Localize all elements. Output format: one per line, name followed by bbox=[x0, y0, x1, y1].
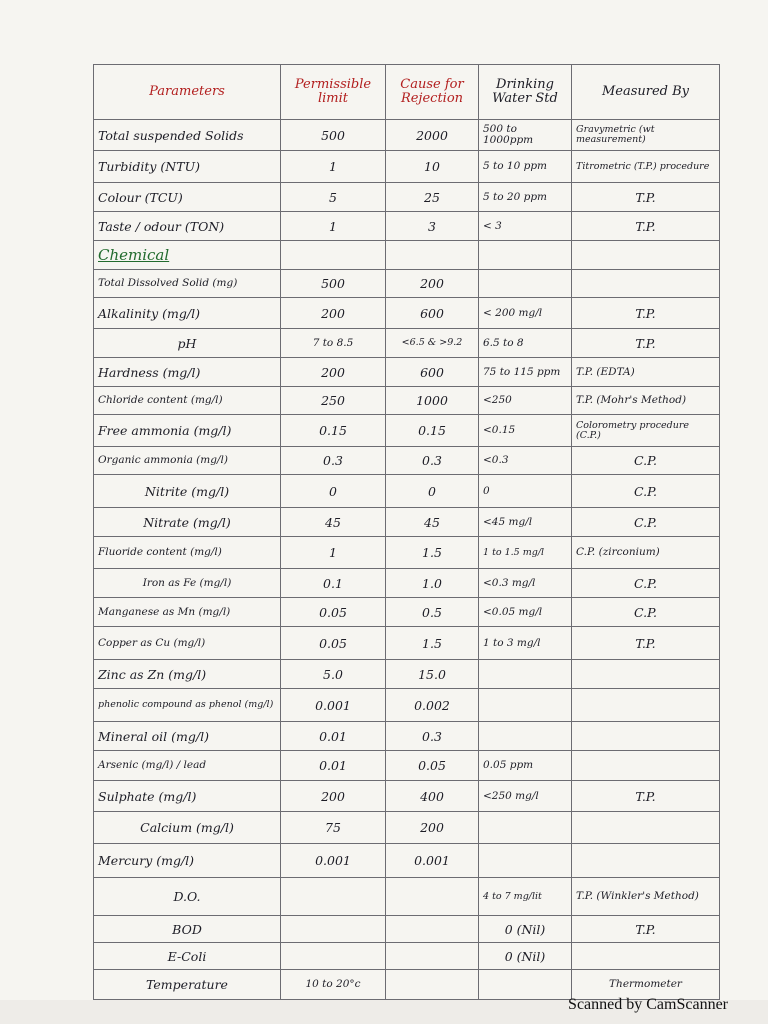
param-cell: pH bbox=[94, 329, 281, 358]
rejection-cell: 1.0 bbox=[386, 569, 479, 598]
permissible-cell: 500 bbox=[281, 270, 386, 298]
drinking-std-cell bbox=[479, 844, 572, 878]
permissible-cell: 0.1 bbox=[281, 569, 386, 598]
table-row bbox=[94, 120, 720, 151]
permissible-cell: 0.15 bbox=[281, 415, 386, 447]
drinking-std-cell: <45 mg/l bbox=[479, 508, 572, 537]
param-cell: Hardness (mg/l) bbox=[94, 358, 281, 387]
permissible-cell: 75 bbox=[281, 812, 386, 844]
measured-cell: C.P. bbox=[572, 447, 720, 475]
table-row bbox=[94, 970, 720, 1000]
rejection-cell bbox=[386, 916, 479, 943]
rejection-cell: 0.15 bbox=[386, 415, 479, 447]
param-cell: Manganese as Mn (mg/l) bbox=[94, 598, 281, 627]
param-cell: Total Dissolved Solid (mg) bbox=[94, 270, 281, 298]
rejection-cell: 0.001 bbox=[386, 844, 479, 878]
rejection-cell: 1.5 bbox=[386, 627, 479, 660]
param-cell: Free ammonia (mg/l) bbox=[94, 415, 281, 447]
drinking-std-cell: 4 to 7 mg/lit bbox=[479, 878, 572, 916]
measured-cell: T.P. bbox=[572, 627, 720, 660]
table-row bbox=[94, 660, 720, 689]
rejection-cell: 10 bbox=[386, 151, 479, 183]
rejection-cell: 0.3 bbox=[386, 447, 479, 475]
permissible-cell: 0.01 bbox=[281, 722, 386, 751]
drinking-std-cell: 1 to 3 mg/l bbox=[479, 627, 572, 660]
table-row bbox=[94, 916, 720, 943]
param-cell: Temperature bbox=[94, 970, 281, 1000]
measured-cell: C.P. bbox=[572, 569, 720, 598]
permissible-cell: 0 bbox=[281, 475, 386, 508]
param-cell: Nitrite (mg/l) bbox=[94, 475, 281, 508]
table-row bbox=[94, 878, 720, 916]
drinking-std-cell: <0.15 bbox=[479, 415, 572, 447]
table-row bbox=[94, 751, 720, 781]
header-permissible-limit: Permissible limit bbox=[281, 65, 386, 120]
rejection-cell: 0.3 bbox=[386, 722, 479, 751]
drinking-std-cell: 0 (Nil) bbox=[479, 943, 572, 970]
measured-cell: C.P. bbox=[572, 598, 720, 627]
measured-cell bbox=[572, 689, 720, 722]
permissible-cell: 0.001 bbox=[281, 844, 386, 878]
measured-cell bbox=[572, 844, 720, 878]
param-cell: D.O. bbox=[94, 878, 281, 916]
measured-cell: C.P. bbox=[572, 508, 720, 537]
param-cell: BOD bbox=[94, 916, 281, 943]
rejection-cell: 0.05 bbox=[386, 751, 479, 781]
param-cell: Fluoride content (mg/l) bbox=[94, 537, 281, 569]
param-cell: Calcium (mg/l) bbox=[94, 812, 281, 844]
drinking-std-cell bbox=[479, 970, 572, 1000]
param-cell: Chloride content (mg/l) bbox=[94, 387, 281, 415]
drinking-std-cell: 0 bbox=[479, 475, 572, 508]
permissible-cell bbox=[281, 878, 386, 916]
measured-cell bbox=[572, 943, 720, 970]
measured-cell bbox=[572, 751, 720, 781]
drinking-std-cell: <0.05 mg/l bbox=[479, 598, 572, 627]
rejection-cell: 0.5 bbox=[386, 598, 479, 627]
drinking-std-cell bbox=[479, 812, 572, 844]
permissible-cell: 5 bbox=[281, 183, 386, 212]
param-cell: Zinc as Zn (mg/l) bbox=[94, 660, 281, 689]
permissible-cell: 500 bbox=[281, 120, 386, 151]
table-row bbox=[94, 475, 720, 508]
rejection-cell: 600 bbox=[386, 358, 479, 387]
water-quality-table bbox=[93, 64, 720, 1000]
table-row bbox=[94, 151, 720, 183]
table-row bbox=[94, 812, 720, 844]
measured-cell: T.P. bbox=[572, 781, 720, 812]
permissible-cell: 10 to 20°c bbox=[281, 970, 386, 1000]
measured-cell: T.P. bbox=[572, 298, 720, 329]
table-row bbox=[94, 943, 720, 970]
drinking-std-cell: <0.3 mg/l bbox=[479, 569, 572, 598]
scanner-watermark: Scanned by CamScanner bbox=[568, 996, 728, 1013]
table-row bbox=[94, 387, 720, 415]
rejection-cell: 0 bbox=[386, 475, 479, 508]
measured-cell: Titrometric (T.P.) procedure bbox=[572, 151, 720, 183]
table-row bbox=[94, 183, 720, 212]
param-cell: E-Coli bbox=[94, 943, 281, 970]
drinking-std-cell: <250 bbox=[479, 387, 572, 415]
rejection-cell: 400 bbox=[386, 781, 479, 812]
param-cell: Alkalinity (mg/l) bbox=[94, 298, 281, 329]
rejection-cell: 200 bbox=[386, 270, 479, 298]
drinking-std-cell: 1 to 1.5 mg/l bbox=[479, 537, 572, 569]
permissible-cell: 1 bbox=[281, 151, 386, 183]
table-row bbox=[94, 212, 720, 241]
header-drinking-water-std: Drinking Water Std bbox=[479, 65, 572, 120]
header-parameters: Parameters bbox=[94, 65, 281, 120]
empty-cell bbox=[281, 241, 386, 270]
param-cell: phenolic compound as phenol (mg/l) bbox=[94, 689, 281, 722]
measured-cell: T.P. bbox=[572, 329, 720, 358]
table-row bbox=[94, 447, 720, 475]
drinking-std-cell: 0 (Nil) bbox=[479, 916, 572, 943]
param-cell: Arsenic (mg/l) / lead bbox=[94, 751, 281, 781]
permissible-cell bbox=[281, 916, 386, 943]
rejection-cell bbox=[386, 943, 479, 970]
table-row bbox=[94, 569, 720, 598]
rejection-cell: 0.002 bbox=[386, 689, 479, 722]
table-row bbox=[94, 722, 720, 751]
param-cell: Turbidity (NTU) bbox=[94, 151, 281, 183]
table-row bbox=[94, 844, 720, 878]
measured-cell: T.P. (Mohr's Method) bbox=[572, 387, 720, 415]
table-row bbox=[94, 270, 720, 298]
measured-cell: C.P. (zirconium) bbox=[572, 537, 720, 569]
rejection-cell: 200 bbox=[386, 812, 479, 844]
param-cell: Colour (TCU) bbox=[94, 183, 281, 212]
param-cell: Copper as Cu (mg/l) bbox=[94, 627, 281, 660]
measured-cell bbox=[572, 812, 720, 844]
permissible-cell: 0.05 bbox=[281, 627, 386, 660]
table-row bbox=[94, 689, 720, 722]
param-cell: Sulphate (mg/l) bbox=[94, 781, 281, 812]
table-row bbox=[94, 415, 720, 447]
table-row bbox=[94, 298, 720, 329]
measured-cell: C.P. bbox=[572, 475, 720, 508]
drinking-std-cell: 500 to 1000ppm bbox=[479, 120, 572, 151]
rejection-cell: 1.5 bbox=[386, 537, 479, 569]
rejection-cell: 2000 bbox=[386, 120, 479, 151]
param-cell: Total suspended Solids bbox=[94, 120, 281, 151]
permissible-cell: 0.001 bbox=[281, 689, 386, 722]
measured-cell: Gravymetric (wt measurement) bbox=[572, 120, 720, 151]
rejection-cell: 3 bbox=[386, 212, 479, 241]
measured-cell: T.P. bbox=[572, 212, 720, 241]
drinking-std-cell bbox=[479, 270, 572, 298]
header-row bbox=[94, 65, 720, 120]
empty-cell bbox=[479, 241, 572, 270]
drinking-std-cell: 75 to 115 ppm bbox=[479, 358, 572, 387]
measured-cell bbox=[572, 660, 720, 689]
permissible-cell: 0.01 bbox=[281, 751, 386, 781]
rejection-cell: <6.5 & >9.2 bbox=[386, 329, 479, 358]
permissible-cell: 45 bbox=[281, 508, 386, 537]
permissible-cell: 7 to 8.5 bbox=[281, 329, 386, 358]
table-row bbox=[94, 781, 720, 812]
rejection-cell: 1000 bbox=[386, 387, 479, 415]
drinking-std-cell: 6.5 to 8 bbox=[479, 329, 572, 358]
drinking-std-cell: 5 to 20 ppm bbox=[479, 183, 572, 212]
measured-cell: T.P. (Winkler's Method) bbox=[572, 878, 720, 916]
drinking-std-cell: 0.05 ppm bbox=[479, 751, 572, 781]
table-row bbox=[94, 508, 720, 537]
table-row bbox=[94, 358, 720, 387]
permissible-cell: 1 bbox=[281, 212, 386, 241]
drinking-std-cell: 5 to 10 ppm bbox=[479, 151, 572, 183]
drinking-std-cell: < 200 mg/l bbox=[479, 298, 572, 329]
rejection-cell: 15.0 bbox=[386, 660, 479, 689]
empty-cell bbox=[572, 241, 720, 270]
permissible-cell: 0.05 bbox=[281, 598, 386, 627]
param-cell: Mineral oil (mg/l) bbox=[94, 722, 281, 751]
drinking-std-cell: <0.3 bbox=[479, 447, 572, 475]
measured-cell: T.P. (EDTA) bbox=[572, 358, 720, 387]
param-cell: Iron as Fe (mg/l) bbox=[94, 569, 281, 598]
measured-cell bbox=[572, 722, 720, 751]
section-heading-chemical: Chemical bbox=[94, 241, 281, 270]
param-cell: Mercury (mg/l) bbox=[94, 844, 281, 878]
rejection-cell: 45 bbox=[386, 508, 479, 537]
table-row bbox=[94, 537, 720, 569]
param-cell: Taste / odour (TON) bbox=[94, 212, 281, 241]
measured-cell bbox=[572, 270, 720, 298]
permissible-cell: 250 bbox=[281, 387, 386, 415]
rejection-cell: 25 bbox=[386, 183, 479, 212]
header-cause-for-rejection: Cause for Rejection bbox=[386, 65, 479, 120]
measured-cell: Thermometer bbox=[572, 970, 720, 1000]
table-row bbox=[94, 329, 720, 358]
drinking-std-cell: < 3 bbox=[479, 212, 572, 241]
header-measured-by: Measured By bbox=[572, 65, 720, 120]
drinking-std-cell bbox=[479, 722, 572, 751]
rejection-cell bbox=[386, 970, 479, 1000]
drinking-std-cell bbox=[479, 689, 572, 722]
drinking-std-cell: <250 mg/l bbox=[479, 781, 572, 812]
empty-cell bbox=[386, 241, 479, 270]
drinking-std-cell bbox=[479, 660, 572, 689]
table-row bbox=[94, 598, 720, 627]
permissible-cell bbox=[281, 943, 386, 970]
permissible-cell: 200 bbox=[281, 298, 386, 329]
permissible-cell: 1 bbox=[281, 537, 386, 569]
param-cell: Organic ammonia (mg/l) bbox=[94, 447, 281, 475]
section-row bbox=[94, 241, 720, 270]
permissible-cell: 0.3 bbox=[281, 447, 386, 475]
permissible-cell: 200 bbox=[281, 358, 386, 387]
measured-cell: T.P. bbox=[572, 183, 720, 212]
param-cell: Nitrate (mg/l) bbox=[94, 508, 281, 537]
measured-cell: T.P. bbox=[572, 916, 720, 943]
permissible-cell: 5.0 bbox=[281, 660, 386, 689]
table-row bbox=[94, 627, 720, 660]
rejection-cell bbox=[386, 878, 479, 916]
permissible-cell: 200 bbox=[281, 781, 386, 812]
rejection-cell: 600 bbox=[386, 298, 479, 329]
measured-cell: Colorometry procedure (C.P.) bbox=[572, 415, 720, 447]
